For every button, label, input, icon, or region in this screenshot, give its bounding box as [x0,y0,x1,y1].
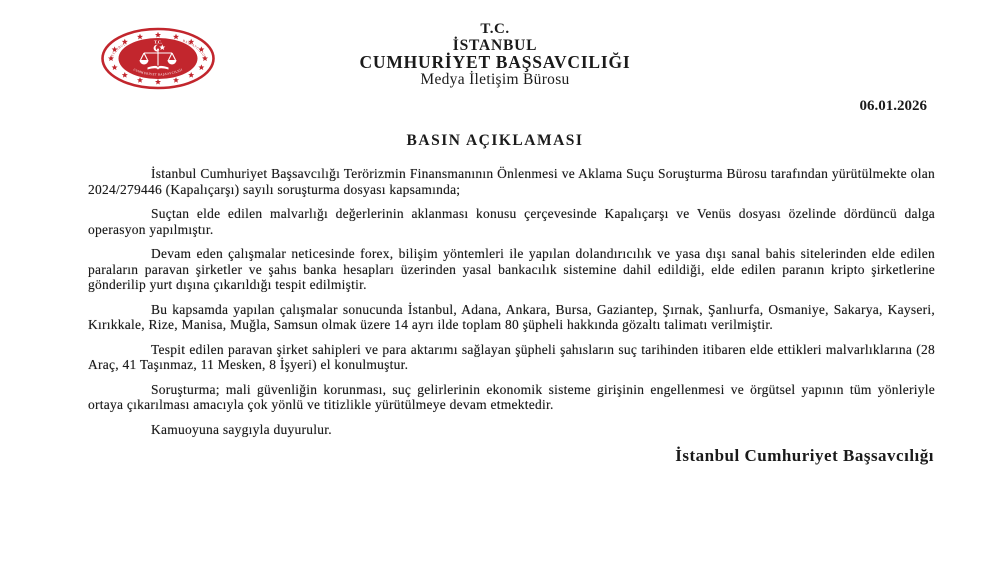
letterhead-office: CUMHURİYET BAŞSAVCILIĞI [359,52,631,72]
paragraph-closing: Kamuoyuna saygıyla duyurulur. [151,421,332,437]
paragraph-5: Tespit edilen paravan şirket sahipleri ve para aktarımı sağlayan şüpheli şahısların suç tarihinden itibaren elde ettikleri malvarlıklarına (28 Araç, 41 Taşınmaz, 11 Mesken, 8 İşyeri) el konulmuştur. [88,341,935,372]
paragraph-3: Devam eden çalışmalar neticesinde forex, bilişim yöntemleri ile yapılan dolandırıcılık ve yasa dışı sanal bahis sitelerinden elde edilen paraların paravan şirketler ve şahıs banka hesapları üzerinden yasal bankacılık sistemine dahil edildiği, elde edilen paranın kripto şirketlerine gönderilip yurt dışına çıkarıldığı tespit edilmiştir. [88,246,935,292]
document-title: BASIN AÇIKLAMASI [406,132,584,149]
letterhead-tc: T.C. [480,21,510,37]
seal-ring-text-right: BAŞSAVCILIĞI [182,38,207,59]
signature: İstanbul Cumhuriyet Başsavcılığı [675,446,934,465]
document-body [88,166,935,437]
paragraph-1: İstanbul Cumhuriyet Başsavcılığı Terörizmin Finansmanının Önlenmesi ve Aklama Suçu Soruşturma Bürosu tarafından yürütülmekte olan 2024/279446 (Kapalıçarşı) sayılı soruşturma dosyası kapsamında; [88,166,935,197]
letterhead-bureau: Medya İletişim Bürosu [420,71,570,88]
letterhead-city: İSTANBUL [452,36,538,54]
paragraph-2: Suçtan elde edilen malvarlığı değerlerinin aklanması konusu çerçevesinde Kapalıçarşı ve Venüs dosyası özelinde dördüncü dalga operasyon yapılmıştır. [88,206,935,237]
seal-tc-text: T.C. [153,39,163,45]
seal-inner-bottom-text: CUMHURİYET BAŞSAVCILIĞI [132,67,184,77]
seal-ring-text-left: İSTANBUL [109,41,127,59]
document-date: 06.01.2026 [859,98,927,114]
seal-graphic [100,27,216,90]
paragraph-4: Bu kapsamda yapılan çalışmalar sonucunda İstanbul, Adana, Ankara, Bursa, Gaziantep, Şırnak, Şanlıurfa, Osmaniye, Sakarya, Kayseri, Kırıkkale, Rize, Manisa, Muğla, Samsun olmak üzere 14 ayrı ilde toplam 80 şüpheli hakkında gözaltı talimatı verilmiştir. [88,301,935,332]
tc-prosecutor-seal-logo [100,27,216,90]
paragraph-6: Soruşturma; mali güvenliğin korunması, suç gelirlerinin ekonomik sisteme girişinin engellenmesi ve örgütsel yapının tüm yönleriyle ortaya çıkarılması amacıyla çok yönlü ve titizlikle yürütülmeye devam etmektedir. [88,381,935,412]
